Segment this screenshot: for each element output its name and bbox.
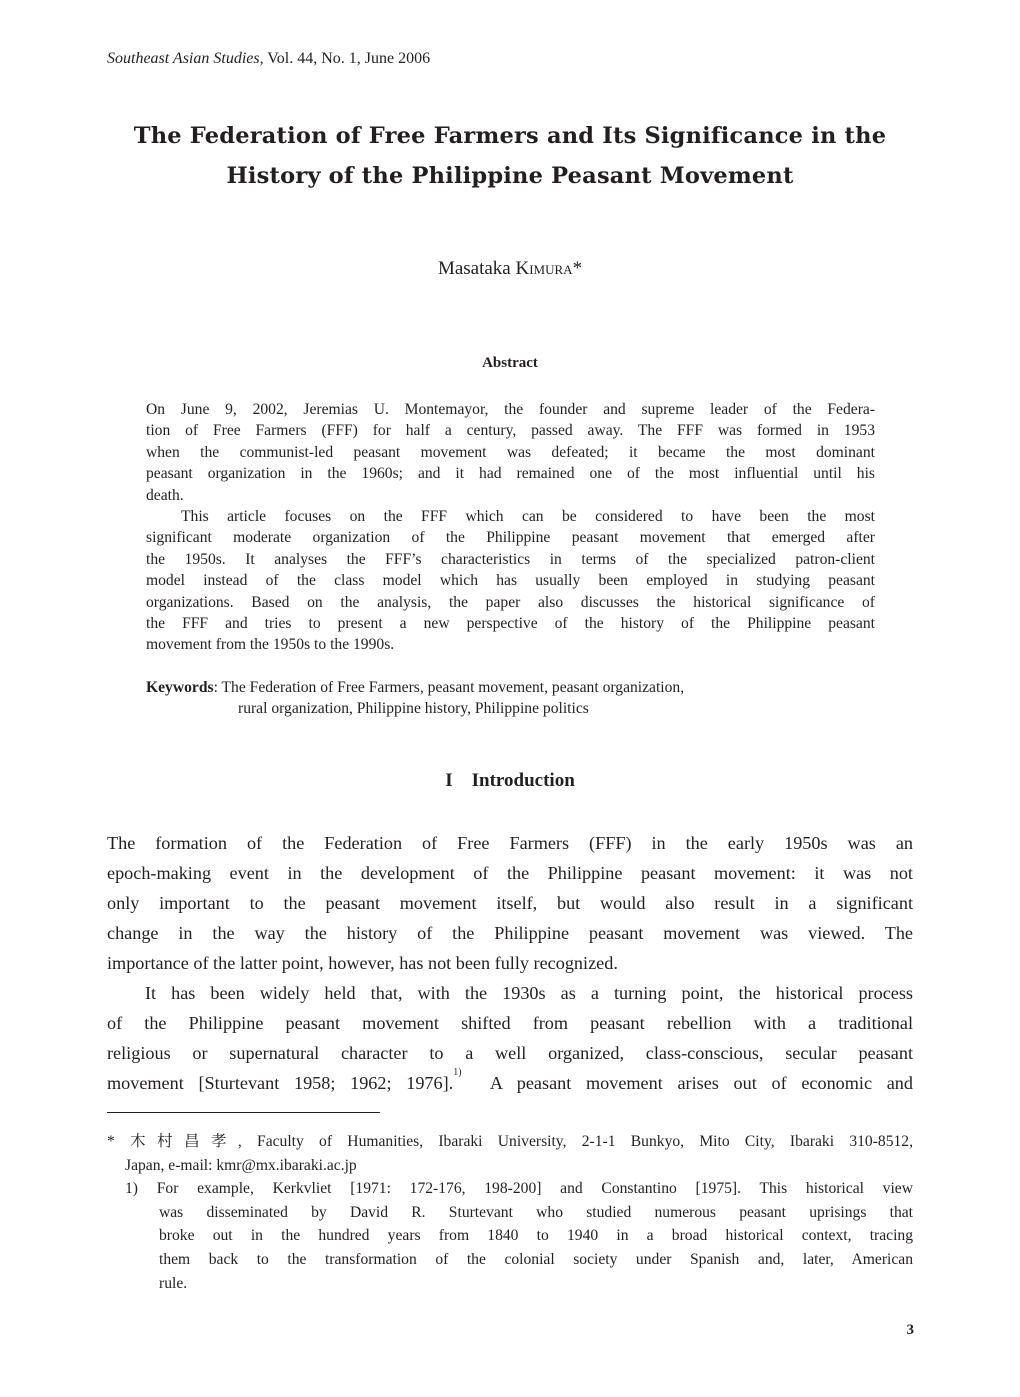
text-line: model instead of the class model which has usually been employed in studying peasant xyxy=(146,572,875,590)
text-line: when the communist-led peasant movement was defeated; it became the most dominant xyxy=(146,443,875,461)
footnotes xyxy=(107,1130,913,1295)
section-title: Introduction xyxy=(471,770,575,791)
text-line: importance of the latter point, however, has not been fully recognized. xyxy=(107,953,618,973)
abstract-heading: Abstract xyxy=(482,355,538,371)
text-line: movement from the 1950s to the 1990s. xyxy=(146,636,395,654)
author-affiliation-note xyxy=(107,1130,913,1177)
text-line: change in the way the history of the Philippine peasant movement was viewed. The xyxy=(107,923,913,943)
text-span: A peasant movement arises out of economic and xyxy=(461,1073,913,1093)
journal-name: Southeast Asian Studies xyxy=(107,50,260,67)
journal-issue: , Vol. 44, No. 1, June 2006 xyxy=(259,50,431,67)
footnote-divider xyxy=(107,1112,380,1113)
text-line: rule. xyxy=(159,1274,188,1292)
body-text xyxy=(107,828,913,1098)
title-line: The Federation of Free Farmers and Its Significance in the xyxy=(133,123,887,149)
text-line: organizations. Based on the analysis, the paper also discusses the historical significance of xyxy=(146,593,875,611)
keywords-label: Keywords xyxy=(146,679,214,696)
footnote-ref[interactable]: 1) xyxy=(453,1067,462,1078)
article-title xyxy=(0,116,1020,196)
section-number: I xyxy=(445,770,453,791)
text-line: tion of Free Farmers (FFF) for half a century, passed away. The FFF was formed in 1953 xyxy=(146,422,875,440)
section-heading xyxy=(0,770,1020,792)
author-footnote-mark: * xyxy=(572,258,583,279)
text-line: This article focuses on the FFF which can be considered to have been the most xyxy=(181,508,875,526)
author-given-name: Masataka xyxy=(437,258,516,279)
page-number: 3 xyxy=(906,1322,914,1338)
text-line: significant moderate organization of the Philippine peasant movement that emerged after xyxy=(146,529,875,547)
text-line: epoch-making event in the development of the Philippine peasant movement: it was not xyxy=(107,863,913,883)
text-span: movement [Sturtevant 1958; 1962; 1976]. xyxy=(107,1073,454,1093)
text-line: of the Philippine peasant movement shifted from peasant rebellion with a traditional xyxy=(107,1013,913,1033)
title-line: History of the Philippine Peasant Movement xyxy=(226,163,794,189)
text-line: Japan, e-mail: kmr@mx.ibaraki.ac.jp xyxy=(125,1156,357,1174)
text-line: the FFF and tries to present a new perspective of the history of the Philippine peasant xyxy=(146,615,875,633)
text-line: was disseminated by David R. Sturtevant who studied numerous peasant uprisings that xyxy=(159,1203,913,1221)
keywords-text: rural organization, Philippine history, Philippine politics xyxy=(238,700,589,718)
text-line: 1) For example, Kerkvliet [1971: 172-176, 198-200] and Constantino [1975]. This historical view xyxy=(125,1180,913,1198)
text-line: peasant organization in the 1960s; and it had remained one of the most influential until his xyxy=(146,465,875,483)
keywords-text: : The Federation of Free Farmers, peasant movement, peasant organization, xyxy=(213,679,685,696)
footnote-1 xyxy=(107,1177,913,1295)
text-line: death. xyxy=(146,486,184,504)
body-paragraphs xyxy=(107,828,913,1068)
text-line: the 1950s. It analyses the FFF’s characteristics in terms of the specialized patron-client xyxy=(146,550,875,568)
abstract-text xyxy=(146,399,875,656)
text-line: The formation of the Federation of Free Farmers (FFF) in the early 1950s was an xyxy=(107,833,913,853)
text-line: broke out in the hundred years from 1840 to 1940 in a broad historical context, tracing xyxy=(159,1227,913,1245)
text-line: On June 9, 2002, Jeremias U. Montemayor, the founder and supreme leader of the Federa- xyxy=(146,401,875,418)
text-line: them back to the transformation of the colonial society under Spanish and, later, American xyxy=(159,1250,913,1268)
author-family-name: Kimura xyxy=(515,258,573,279)
text-line: only important to the peasant movement itself, but would also result in a significant xyxy=(107,893,913,913)
author xyxy=(0,258,1020,280)
text-line: * 木村昌孝, Faculty of Humanities, Ibaraki University, 2-1-1 Bunkyo, Mito City, Ibaraki 310-8512, xyxy=(107,1133,913,1150)
text-line xyxy=(107,1068,913,1098)
text-line: religious or supernatural character to a well organized, class-conscious, secular peasant xyxy=(107,1043,913,1063)
running-header xyxy=(107,50,430,68)
keywords xyxy=(146,677,875,720)
text-line: It has been widely held that, with the 1930s as a turning point, the historical process xyxy=(145,983,913,1003)
